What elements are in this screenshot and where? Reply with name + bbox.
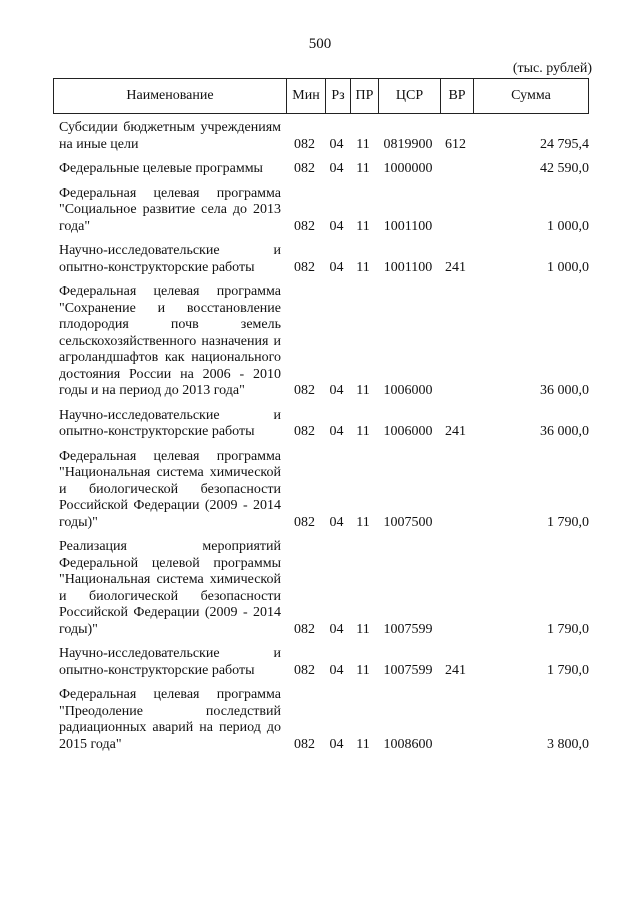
row-rz: 04: [329, 218, 344, 234]
row-csr: 1001100: [383, 218, 433, 234]
row-name: Федеральные целевые программы: [59, 161, 263, 176]
row-pr: 11: [356, 662, 370, 678]
row-rz: 04: [329, 662, 344, 678]
row-rz: 04: [329, 383, 344, 398]
header-csr: ЦСР: [378, 79, 440, 113]
row-csr: 1006000: [383, 424, 433, 439]
row-sum: 1 000,0: [547, 218, 589, 234]
header-sum: Сумма: [473, 79, 588, 113]
row-name: Научно-исследовательские и опытно-конструкторские работы: [59, 407, 281, 439]
row-rz: 04: [329, 136, 344, 152]
table-row: [53, 243, 589, 276]
row-name: Федеральная целевая программа "Национальная система химической и биологической безопасности Российской Федерации (2009 - 2014 годы)": [59, 448, 281, 530]
header-name: Наименование: [126, 88, 214, 103]
row-rz: 04: [329, 161, 344, 176]
table-row: [53, 161, 589, 178]
row-rz: 04: [329, 259, 344, 275]
row-name: Федеральная целевая программа "Социальное развитие села до 2013 года": [59, 185, 281, 234]
row-min: 082: [294, 259, 315, 275]
row-sum: 24 795,4: [540, 136, 589, 152]
row-csr: 1001100: [383, 259, 433, 275]
row-vr: 241: [445, 259, 466, 275]
row-min: 082: [294, 424, 315, 439]
row-name: Научно-исследовательские и опытно-конструкторские работы: [59, 243, 281, 275]
row-min: 082: [294, 662, 315, 678]
row-vr: 241: [445, 424, 466, 439]
row-sum: 36 000,0: [540, 383, 589, 398]
row-rz: 04: [329, 514, 344, 530]
row-csr: 1007599: [383, 621, 433, 637]
table-row: [53, 284, 589, 400]
table-row: [53, 539, 589, 638]
row-min: 082: [294, 383, 315, 398]
row-pr: 11: [356, 514, 370, 530]
header-vr: ВР: [440, 79, 473, 113]
row-min: 082: [294, 218, 315, 234]
row-sum: 42 590,0: [540, 161, 589, 176]
table-row: [53, 186, 589, 236]
table-row: [53, 687, 589, 753]
row-sum: 36 000,0: [540, 424, 589, 439]
row-csr: 1007500: [383, 514, 433, 530]
row-name: Федеральная целевая программа "Сохранение и восстановление плодородия почв земель сельскохозяйственного назначения и агроландшафтов как национального достояния России на 2006 - 2010 годы и на период до 2013 года": [59, 284, 281, 398]
row-pr: 11: [356, 136, 370, 152]
header-pr: ПР: [350, 79, 378, 113]
row-min: 082: [294, 514, 315, 530]
row-rz: 04: [329, 736, 344, 752]
row-vr: 241: [445, 662, 466, 678]
row-pr: 11: [356, 218, 370, 234]
row-name: Научно-исследовательские и опытно-конструкторские работы: [59, 646, 281, 678]
table-header: [53, 78, 589, 114]
row-name: Федеральная целевая программа "Преодоление последствий радиационных аварий на период до 2015 года": [59, 687, 281, 752]
row-name: Субсидии бюджетным учреждениям на иные цели: [59, 120, 281, 152]
row-pr: 11: [356, 736, 370, 752]
row-csr: 1000000: [383, 161, 433, 176]
row-sum: 3 800,0: [547, 736, 589, 752]
page-number: 500: [308, 36, 332, 52]
row-pr: 11: [356, 621, 370, 637]
row-pr: 11: [356, 259, 370, 275]
row-min: 082: [294, 736, 315, 752]
row-pr: 11: [356, 161, 370, 176]
table-row: [53, 408, 589, 441]
row-pr: 11: [356, 383, 370, 398]
row-rz: 04: [329, 424, 344, 439]
row-sum: 1 790,0: [547, 621, 589, 637]
row-csr: 1006000: [383, 383, 433, 398]
units-label: (тыс. рублей): [512, 61, 592, 76]
table-body: [53, 120, 589, 761]
row-pr: 11: [356, 424, 370, 439]
row-sum: 1 790,0: [547, 514, 589, 530]
row-sum: 1 790,0: [547, 662, 589, 678]
row-name: Реализация мероприятий Федеральной целевой программы "Национальная система химической и биологической безопасности Российской Федерации (2009 - 2014 годы)": [59, 539, 281, 637]
row-min: 082: [294, 136, 315, 152]
table-row: [53, 449, 589, 532]
row-vr: 612: [445, 136, 466, 152]
row-min: 082: [294, 161, 315, 176]
row-sum: 1 000,0: [547, 259, 589, 275]
header-min: Мин: [286, 79, 325, 113]
row-rz: 04: [329, 621, 344, 637]
table-row: [53, 646, 589, 679]
row-csr: 0819900: [383, 136, 433, 152]
row-csr: 1008600: [383, 736, 433, 752]
table-row: [53, 120, 589, 153]
row-csr: 1007599: [383, 662, 433, 678]
header-rz: Рз: [325, 79, 350, 113]
row-min: 082: [294, 621, 315, 637]
